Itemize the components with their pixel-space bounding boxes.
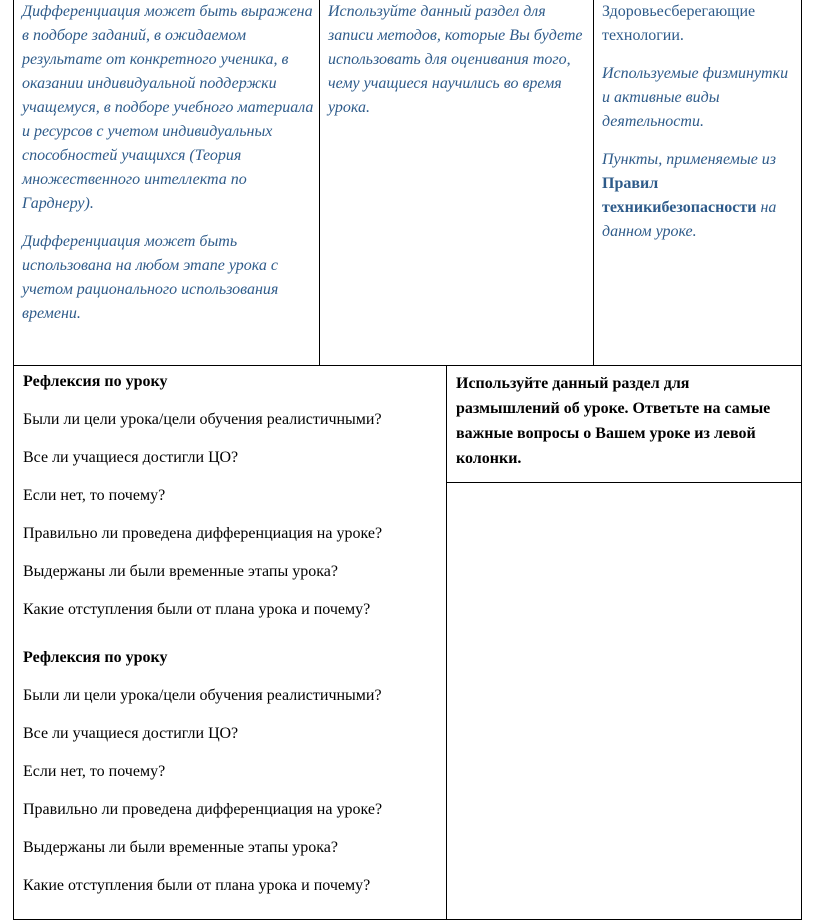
- differentiation-text-2: Дифференциация может быть использована на любом этапе урока с учетом рационального использования времени.: [22, 233, 279, 322]
- guidance-table: [13, 0, 802, 366]
- question-deviations: Какие отступления были от плана урока и почему?: [23, 601, 371, 618]
- question-timing: Выдержаны ли были временные этапы урока?: [23, 563, 338, 580]
- question-why-not: Если нет, то почему?: [23, 763, 166, 780]
- differentiation-text-1: Дифференциация может быть выражена в подборе заданий, в ожидаемом результате от конкретного ученика, в оказании индивидуальной поддержки учащемуся, в подборе учебного материала и ресурсов с учетом индивидуальных способностей учащихся (Теория множественного интеллекта по Гарднеру).: [22, 3, 314, 212]
- reflection-answer-cell[interactable]: [447, 483, 801, 919]
- differentiation-cell: [14, 0, 320, 365]
- reflection-instruction-text: Используйте данный раздел для размышлений об уроке. Ответьте на самые важные вопросы о Вашем уроке из левой колонки.: [456, 375, 771, 467]
- reflection-questions-cell: [14, 366, 447, 919]
- question-all-reached: Все ли учащиеся достигли ЦО?: [23, 449, 239, 466]
- question-goals: Были ли цели урока/цели обучения реалистичными?: [23, 687, 382, 704]
- question-timing: Выдержаны ли были временные этапы урока?: [23, 839, 338, 856]
- reflection-instruction-cell: [447, 366, 801, 483]
- safety-rules-text: [602, 148, 798, 244]
- question-deviations: Какие отступления были от плана урока и почему?: [23, 877, 371, 894]
- question-differentiation: Правильно ли проведена дифференциация на уроке?: [23, 525, 383, 542]
- question-goals: Были ли цели урока/цели обучения реалистичными?: [23, 411, 382, 428]
- safety-rules-bold: Правил техникибезопасности: [602, 175, 757, 216]
- reflection-answers-column: [447, 366, 801, 919]
- assessment-text: Используйте данный раздел для записи методов, которые Вы будете использовать для оценивания того, чему учащиеся научились во время урока.: [328, 3, 583, 116]
- safety-rules-prefix: Пункты, применяемые из: [602, 151, 777, 168]
- safety-rules-suffix: на данном уроке.: [602, 199, 777, 240]
- question-why-not: Если нет, то почему?: [23, 487, 166, 504]
- reflection-heading: Рефлексия по уроку: [23, 373, 168, 390]
- assessment-cell: [320, 0, 594, 365]
- health-technologies-text: Здоровьесберегающие технологии.: [602, 3, 756, 44]
- reflection-table: [13, 366, 802, 920]
- question-differentiation: Правильно ли проведена дифференциация на уроке?: [23, 801, 383, 818]
- question-all-reached: Все ли учащиеся достигли ЦО?: [23, 725, 239, 742]
- physical-activity-text: Используемые физминутки и активные виды деятельности.: [602, 65, 789, 130]
- reflection-heading: Рефлексия по уроку: [23, 649, 168, 666]
- health-safety-cell: [594, 0, 801, 365]
